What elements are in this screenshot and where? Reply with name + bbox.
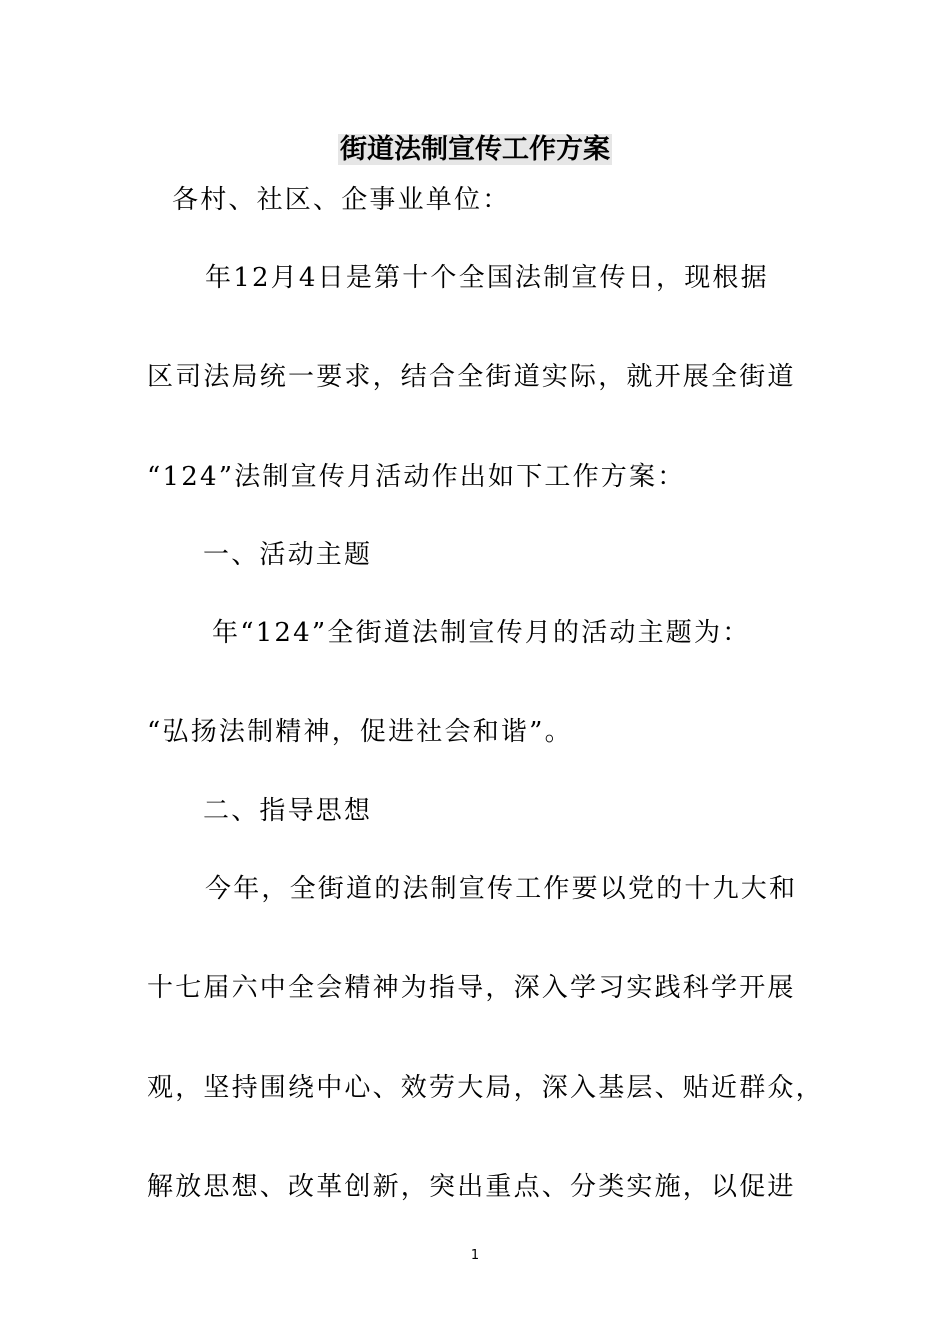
body-line: “弘扬法制精神，促进社会和谐”。 [147, 717, 573, 747]
body-line: 解放思想、改革创新，突出重点、分类实施，以促进 [147, 1172, 796, 1202]
body-line: 观，坚持围绕中心、效劳大局，深入基层、贴近群众， [147, 1073, 824, 1103]
body-line: 十七届六中全会精神为指导，深入学习实践科学开展 [147, 973, 796, 1003]
body-line: 年12月4日是第十个全国法制宣传日，现根据 [205, 263, 769, 293]
body-line: 区司法局统一要求，结合全街道实际，就开展全街道 [147, 362, 796, 392]
body-line: “124”法制宣传月活动作出如下工作方案： [147, 462, 686, 492]
section-heading-guidance: 二、指导思想 [203, 796, 373, 826]
document-title-text: 街道法制宣传工作方案 [340, 134, 610, 165]
page-number: 1 [470, 1248, 480, 1263]
section-heading-theme: 一、活动主题 [203, 540, 373, 570]
salutation-line: 各村、社区、企事业单位： [172, 185, 511, 215]
document-title [0, 130, 950, 170]
body-line: 年“124”全街道法制宣传月的活动主题为： [212, 618, 751, 648]
body-line: 今年，全街道的法制宣传工作要以党的十九大和 [205, 874, 798, 904]
